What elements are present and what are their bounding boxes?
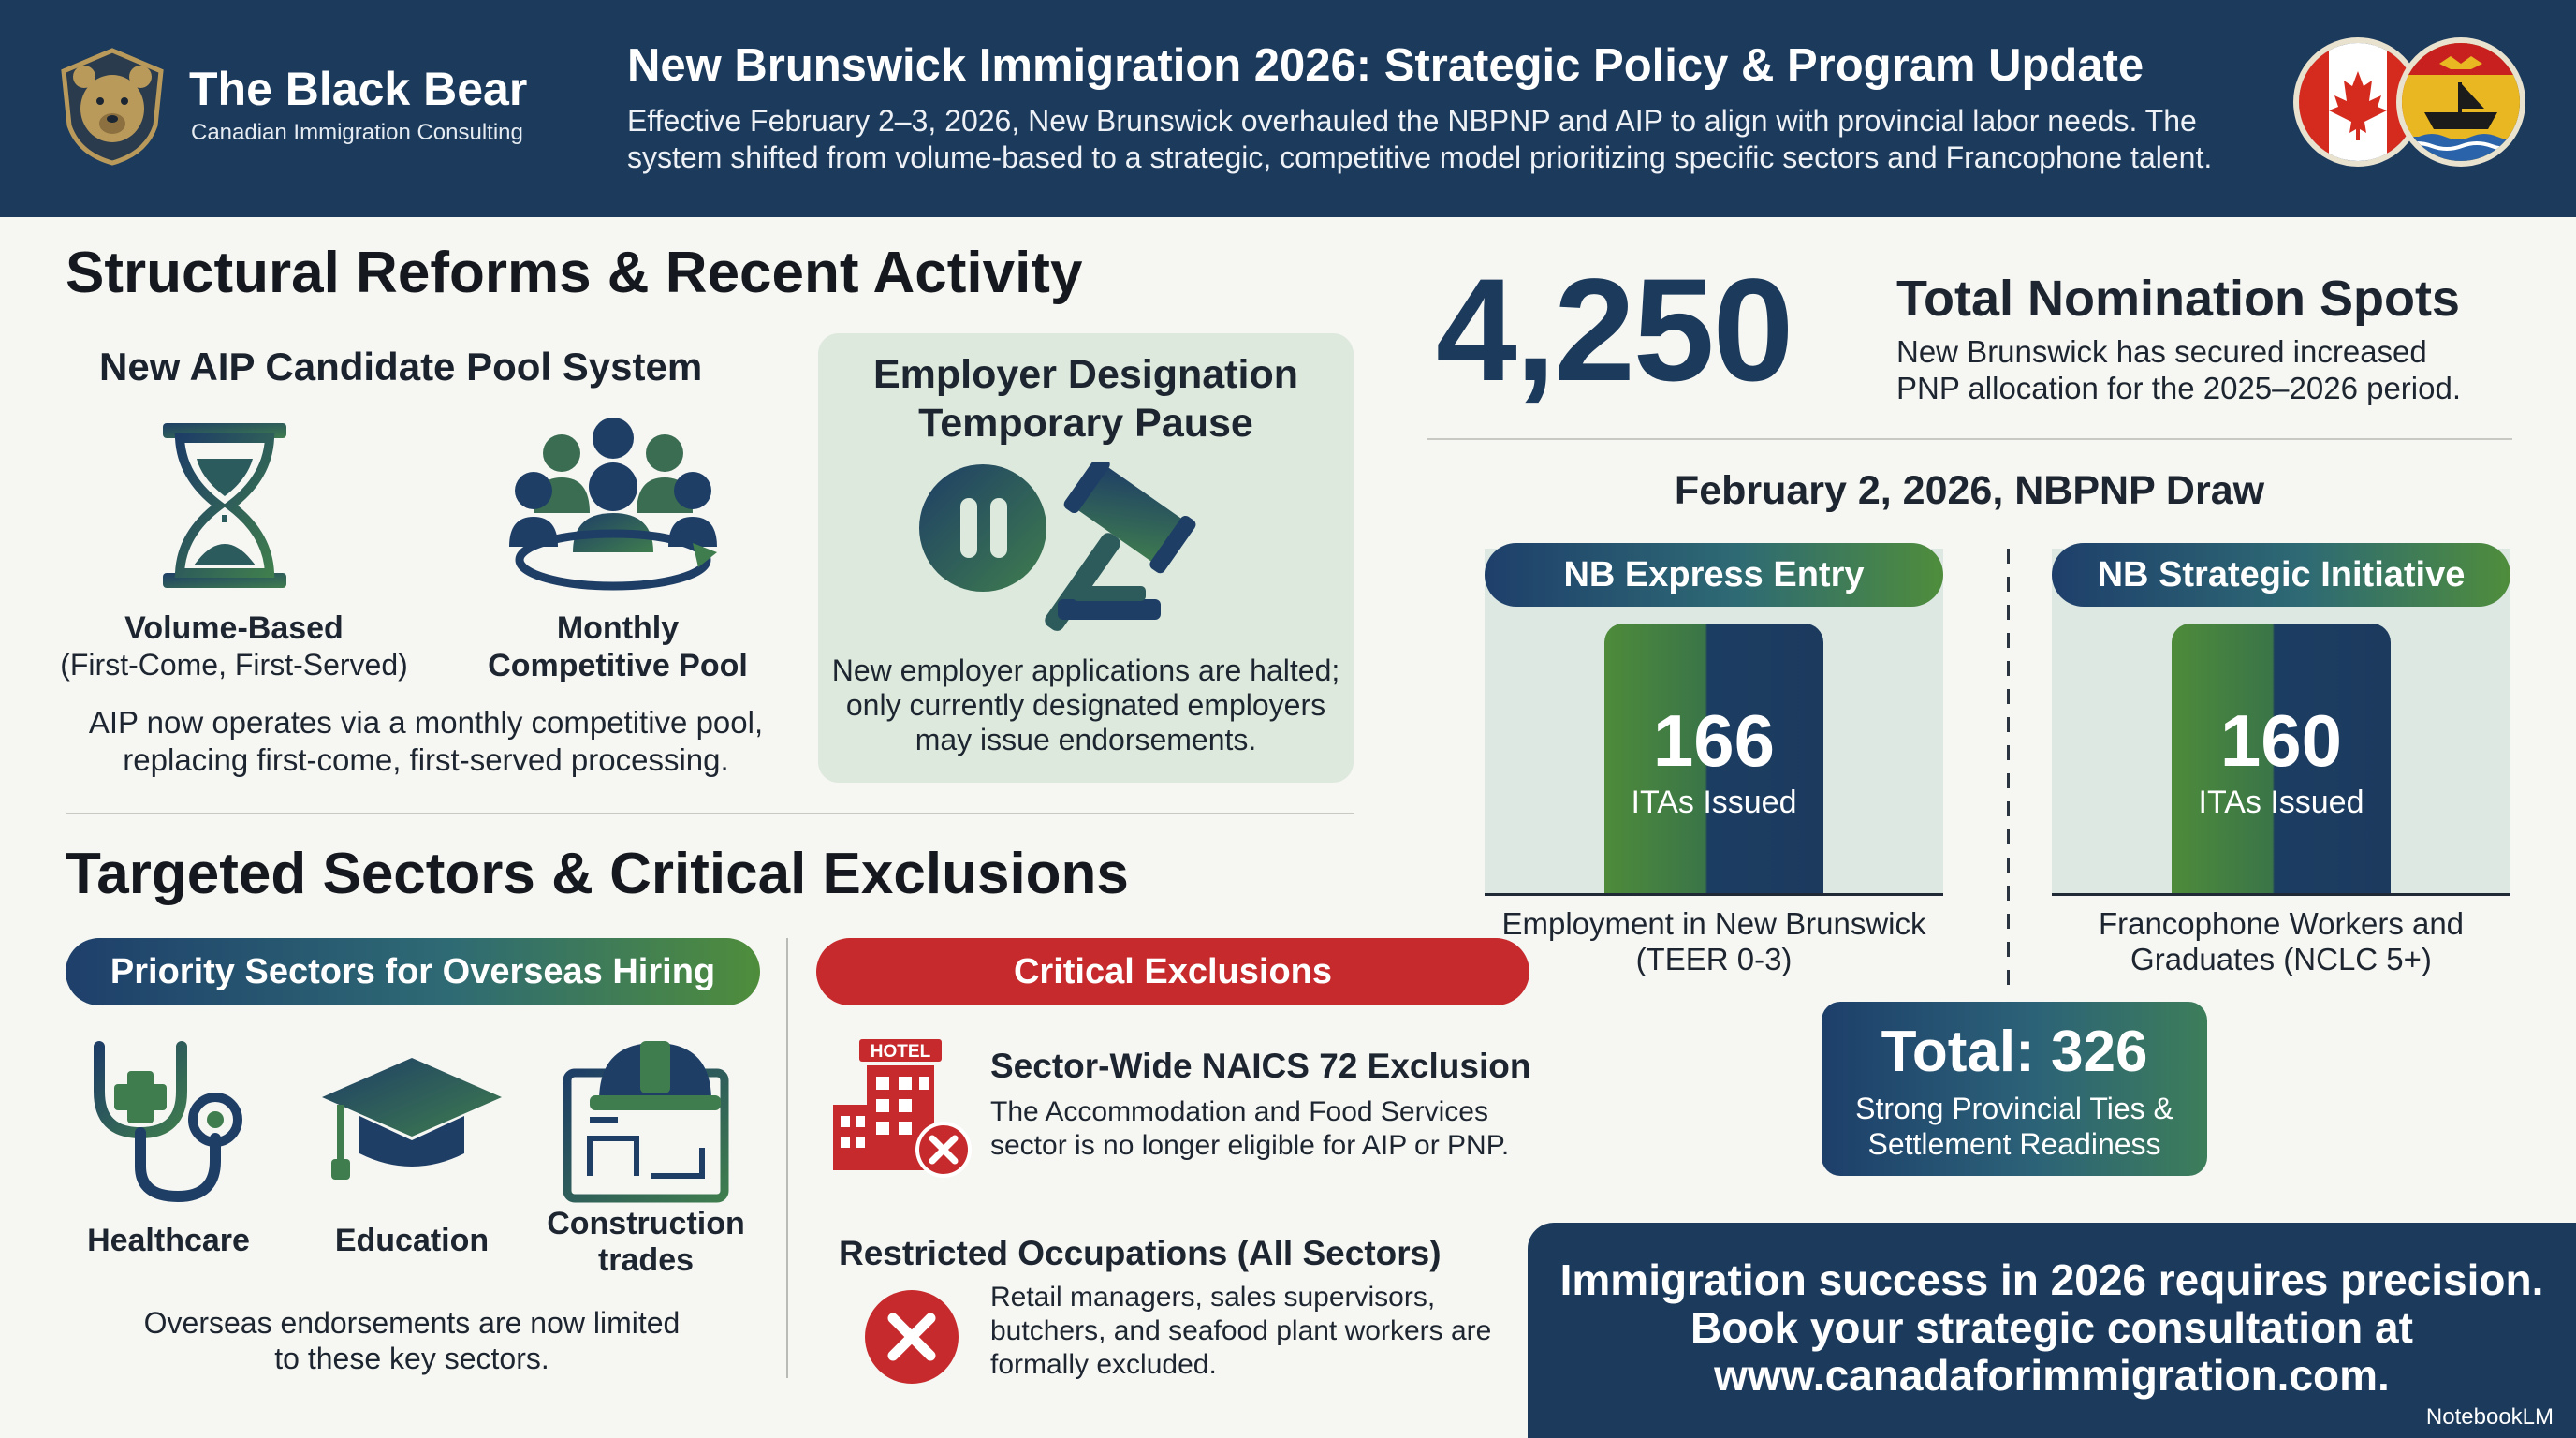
draw-total-description: Strong Provincial Ties & Settlement Readiness bbox=[1855, 1092, 2174, 1161]
strategic-initiative-pill: NB Strategic Initiative bbox=[2052, 543, 2510, 607]
nomination-spots-title: Total Nomination Spots bbox=[1896, 271, 2460, 327]
competitive-pool-group-icon bbox=[505, 412, 721, 595]
volume-based-sublabel: (First-Come, First-Served) bbox=[60, 648, 408, 682]
construction-helmet-blueprint-icon bbox=[562, 1035, 730, 1204]
gavel-icon bbox=[1030, 462, 1254, 631]
pause-description: New employer applications are halted; only currently designated employers may issue endorsements. bbox=[831, 653, 1340, 756]
excluded-x-icon bbox=[863, 1288, 960, 1386]
strategic-initiative-value: 160 bbox=[2219, 699, 2343, 782]
strategic-initiative-caption: ITAs Issued bbox=[2198, 785, 2364, 820]
express-entry-pill: NB Express Entry bbox=[1485, 543, 1943, 607]
cta-text: Immigration success in 2026 requires precision. Book your strategic consultation at www.canadaforimmigration.com. bbox=[1559, 1255, 2544, 1400]
pause-icon bbox=[917, 462, 1048, 594]
priority-description: Overseas endorsements are now limited to these key sectors. bbox=[143, 1306, 681, 1375]
draw-total-box bbox=[1822, 1002, 2207, 1176]
pause-title: Employer Designation Temporary Pause bbox=[873, 352, 1298, 446]
page-title: New Brunswick Immigration 2026: Strategic Policy & Program Update bbox=[627, 40, 2144, 91]
hotel-excluded-icon bbox=[824, 1037, 975, 1178]
hourglass-icon bbox=[159, 421, 290, 590]
restricted-occupations-title: Restricted Occupations (All Sectors) bbox=[839, 1234, 1442, 1272]
header-banner bbox=[0, 0, 2576, 217]
stethoscope-icon bbox=[80, 1035, 258, 1204]
section-divider bbox=[66, 813, 1354, 814]
express-entry-baseline bbox=[1485, 893, 1943, 896]
strategic-initiative-bar bbox=[2172, 624, 2391, 895]
draw-title: February 2, 2026, NBPNP Draw bbox=[1674, 468, 2265, 513]
sectors-heading: Targeted Sectors & Critical Exclusions bbox=[66, 842, 1129, 906]
nomination-total-number: 4,250 bbox=[1436, 249, 1793, 412]
priority-sectors-pill: Priority Sectors for Overseas Hiring bbox=[66, 938, 760, 1005]
sectors-divider bbox=[786, 938, 788, 1378]
volume-based-label: Volume-Based bbox=[124, 610, 344, 646]
brand-subtitle: Canadian Immigration Consulting bbox=[191, 120, 523, 145]
competitive-pool-label: Competitive Pool bbox=[488, 648, 748, 683]
naics-exclusion-description: The Accommodation and Food Services sector is no longer eligible for AIP or PNP. bbox=[990, 1096, 1510, 1161]
brand-name: The Black Bear bbox=[189, 63, 528, 115]
express-entry-description: Employment in New Brunswick (TEER 0-3) bbox=[1501, 906, 1926, 976]
aip-description: AIP now operates via a monthly competitive pool, replacing first-come, first-served processing. bbox=[88, 705, 764, 777]
express-entry-caption: ITAs Issued bbox=[1631, 785, 1797, 820]
notebooklm-watermark: NotebookLM bbox=[2425, 1404, 2554, 1430]
strategic-initiative-description: Francophone Workers and Graduates (NCLC 5+) bbox=[2098, 906, 2465, 976]
express-entry-value: 166 bbox=[1652, 699, 1776, 782]
sector-construction: Construction trades bbox=[547, 1206, 745, 1278]
sector-healthcare: Healthcare bbox=[87, 1223, 250, 1258]
page-description: Effective February 2–3, 2026, New Brunswick overhauled the NBPNP and AIP to align with provincial labor needs. The system shifted from volume-based to a strategic, competitive model prioritizing specific sectors and Francophone talent. bbox=[627, 104, 2213, 174]
hotel-sign-text: HOTEL bbox=[870, 1042, 931, 1062]
naics-exclusion-title: Sector-Wide NAICS 72 Exclusion bbox=[990, 1047, 1531, 1085]
restricted-occupations-description: Retail managers, sales supervisors, butchers, and seafood plant workers are formally excluded. bbox=[990, 1282, 1492, 1380]
sector-education: Education bbox=[334, 1223, 490, 1258]
express-entry-bar bbox=[1604, 624, 1823, 895]
graduation-cap-icon bbox=[318, 1049, 505, 1189]
monthly-label: Monthly bbox=[556, 610, 680, 646]
new-brunswick-flag-icon bbox=[2396, 37, 2525, 167]
streams-divider bbox=[2007, 549, 2010, 998]
cta-banner bbox=[1528, 1223, 2576, 1438]
bear-logo-icon bbox=[56, 45, 168, 167]
critical-exclusions-pill: Critical Exclusions bbox=[816, 938, 1530, 1005]
reforms-heading: Structural Reforms & Recent Activity bbox=[66, 241, 1083, 305]
aip-pool-title: New AIP Candidate Pool System bbox=[99, 345, 703, 389]
draw-total-label: Total: 326 bbox=[1881, 1020, 2148, 1084]
nomination-divider bbox=[1427, 438, 2512, 440]
strategic-initiative-baseline bbox=[2052, 893, 2510, 896]
nomination-spots-description: New Brunswick has secured increased PNP allocation for the 2025–2026 period. bbox=[1896, 334, 2461, 405]
